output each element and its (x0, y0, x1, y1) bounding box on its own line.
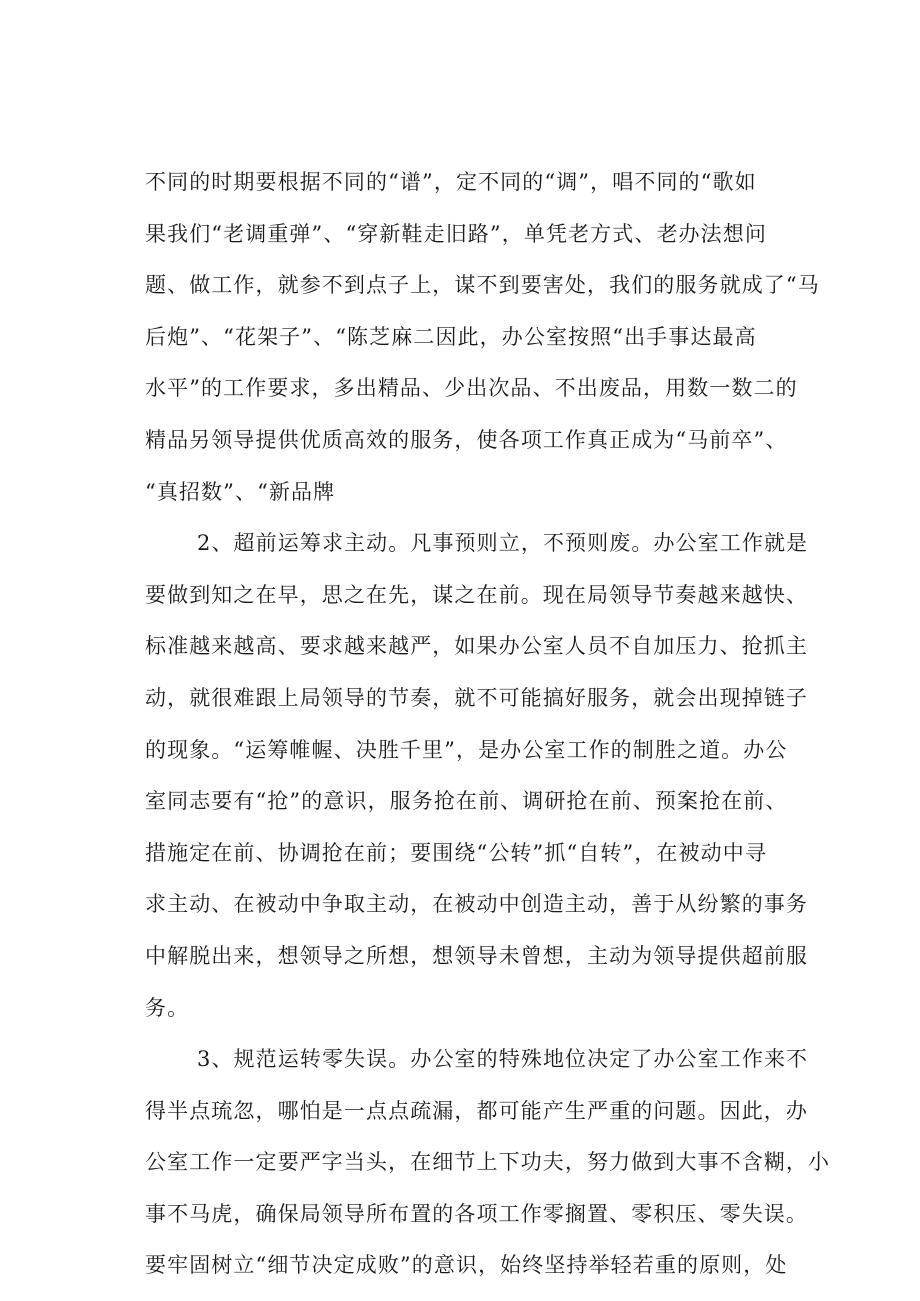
text-line: 动，就很难跟上局领导的节奏，就不可能搞好服务，就会出现掉链子 (145, 685, 808, 710)
text-line: 室同志要有“抢”的意识，服务抢在前、调研抢在前、预案抢在前、 (145, 789, 788, 814)
text-line: 的现象。“运筹帷幄、决胜千里”，是办公室工作的制胜之道。办公 (145, 737, 788, 762)
paragraph-1 (145, 157, 820, 518)
text-line: 2、超前运筹求主动。凡事预则立，不预则废。办公室工作就是 (197, 531, 809, 556)
text-line: 中解脱出来，想领导之所想，想领导未曾想，主动为领导提供超前服 (145, 943, 808, 968)
text-line: 公室工作一定要严字当头，在细节上下功夫，努力做到大事不含糊，小 (145, 1150, 831, 1175)
text-line: 事不马虎，确保局领导所布置的各项工作零搁置、零积压、零失误。 (145, 1201, 808, 1226)
text-line: 后炮”、“花架子”、“陈芝麻二因此，办公室按照“出手事达最高 (145, 324, 757, 349)
text-line: 题、做工作，就参不到点子上，谋不到要害处，我们的服务就成了“马 (145, 273, 820, 298)
paragraph-3 (145, 1034, 831, 1292)
text-line: 3、规范运转零失误。办公室的特殊地位决定了办公室工作来不 (197, 1047, 809, 1072)
paragraph-2 (145, 518, 809, 1034)
text-line: 要牢固树立“细节决定成败”的意识，始终坚持举轻若重的原则，处 (145, 1253, 788, 1278)
text-line: 措施定在前、协调抢在前；要围绕“公转”抓“自转”，在被动中寻 (145, 840, 767, 865)
text-line: “真招数”、“新品牌 (145, 479, 336, 504)
text-line: 标准越来越高、要求越来越严，如果办公室人员不自加压力、抢抓主 (145, 634, 808, 659)
text-line: 水平”的工作要求，多出精品、少出次品、不出废品，用数一数二的 (145, 376, 798, 401)
text-line: 务。 (145, 995, 190, 1020)
text-line: 得半点琉忽，哪怕是一点点疏漏，都可能产生严重的问题。因此，办 (145, 1098, 808, 1123)
document-body (145, 157, 831, 1292)
text-line: 不同的时期要根据不同的“谱”，定不同的“调”，唱不同的“歌如 (145, 170, 757, 194)
text-line: 果我们“老调重弹”、“穿新鞋走旧路”，单凭老方式、老办法想问 (145, 221, 767, 246)
text-line: 精品另领导提供优质高效的服务，使各项工作真正成为“马前卒”、 (145, 427, 788, 452)
text-line: 要做到知之在早，思之在先，谋之在前。现在局领导节奏越来越快、 (145, 582, 808, 607)
text-line: 求主动、在被动中争取主动，在被动中创造主动，善于从纷繁的事务 (145, 892, 808, 917)
